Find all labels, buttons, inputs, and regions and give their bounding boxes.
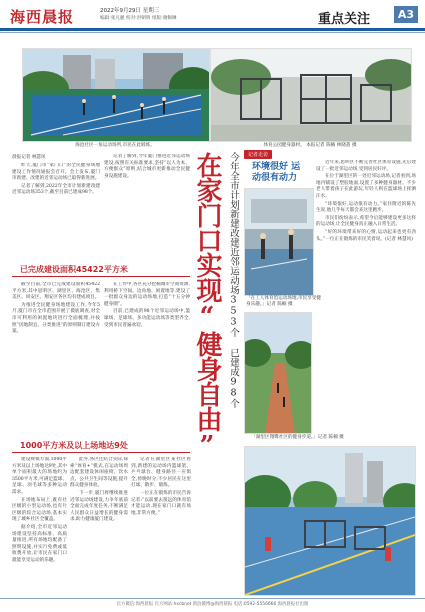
masthead-thin-rule: [0, 32, 425, 33]
paragraph: 记者了解到,今年厦门推进近邻运动场建设,按照有关标准要求,坚持“以人为本、方便群众”原则,结合城市更新推动全民健身设施建设。: [104, 154, 190, 179]
photo-caption-right: 体育公园健身器材。 本报记者 陈楠 林晓荔 摄: [263, 143, 357, 148]
fitness-area-illustration: [23, 49, 209, 141]
subheading-2: 1000平方米及以上场地达9处: [20, 441, 128, 450]
photo-walking-trail: [244, 312, 312, 434]
photo-stadium-exercise: [244, 188, 314, 296]
paragraph: “好的环境带来好的心情,运动起来也更有劲头。”一位正在锻炼的市民笑着说。(记者 林慧风): [316, 229, 416, 242]
paragraph: 建设规模方面,1000平方米及以上场地达9处,其中单个面积最大的场地约为3500平方米,可满足篮球、足球、羽毛球等多种运动需求。: [12, 457, 67, 495]
photo-caption-left: 海沧社区一角运动场所,市民在此锻炼。: [75, 143, 155, 148]
subheading-1-rule: [12, 276, 190, 277]
subheading-2-rule: [12, 452, 190, 453]
paragraph: 据介绍,全市近邻运动场建设坚持高标准、高质量推进,所有场地均配备了照明设施,并实行免费或低收费开放,让市民在家门口就能享受运动的乐趣。: [12, 524, 67, 563]
newspaper-brand: 海西晨报: [10, 8, 75, 26]
article-column-3-bottom: [131, 457, 191, 595]
paragraph: 此外,各区还结合实际,探索“体育+”模式,在运动场周边配套建设休闲座椅、饮水点、公共卫生间等设施,提升群众健身体验。: [70, 457, 128, 489]
stadium-illustration: [245, 189, 313, 295]
masthead: [0, 0, 425, 30]
article-column-2-top: [104, 154, 190, 258]
article-column-1-mid: [12, 282, 100, 437]
page-footer: 官方微信:海西晨报 官方网站:hxcbnet 新浪微博@海西晨报 电话:0592-5556666 海西晨报社出版: [0, 598, 425, 612]
paragraph: 为推进全民健身场地建设工作,今年5月,厦门市在全市范围开展了摸底调查,对全市可利用的闲置地块进行全面梳理,并按照“因地制宜、分类推进”的原则制订建设方案。: [12, 302, 100, 335]
page-number-badge: A3: [394, 6, 418, 23]
paragraph: 记者在湖里区某社区看到,新建的运动场内篮球架、乒乓球台、健身路径一应俱全,傍晚时分,不少居民在这里打球、散步、锻炼。: [131, 457, 191, 489]
headline-deck: 今年全市计划新建改建近邻运动场353个 已建成98个: [228, 152, 239, 408]
paragraph: 目前,已建成的98个近邻运动场中,篮球场、足球场、多功能运动场等类型齐全,受到市民普遍欢迎。: [104, 309, 190, 328]
headline-main: 在家门口实现“健身自由”: [192, 152, 222, 460]
paragraph: 一位正在锻炼的市民告诉记者:“以前要去很远的体育馆才能运动,现在家门口就有场地,非常方便。”: [131, 490, 191, 516]
photo-community-fitness-area: [22, 48, 210, 142]
editor-credits: 编辑:张凡麗 校对:洪朝明 组版:谢佩琳: [100, 16, 177, 21]
article-column-2-mid: [104, 282, 190, 437]
paragraph: “环境很好,运动很有动力。”家住附近的陈先生说,他几乎每天都会来这里跑步。: [316, 201, 416, 214]
paragraph: 近年来,思明区不断完善社区体育设施,先后建设了一批近邻运动场,受到居民好评。: [316, 160, 416, 172]
article-byline: 晨报记者 林慧风: [12, 155, 46, 160]
photo-fitness-equipment: [210, 48, 412, 142]
article-column-1-bottom: [12, 457, 67, 595]
paragraph: 昨天,厦门市“家门口”的全民健身场地建设工作情况通报会召开。会上发布,厦门市新建、改建的近邻运动场已取得新进展。: [12, 163, 100, 182]
paragraph: 截至目前,全市已完成建设面积45422平方米,其中思明区、湖里区、海沧区、集美区、同安区、翔安区各区均有建成项目。: [12, 282, 100, 301]
photo-caption-middle: 「在工人体育馆运动场地,市民享受健身乐趣。」记者 陈楠 摄: [246, 296, 321, 307]
paragraph: 市民们纷纷表示,希望今后能够建设更多这样的运动场,让全民健身真正融入日常生活。: [316, 215, 416, 228]
issue-date: 2022年9月29日 星期三: [100, 8, 160, 14]
section-title: 重点关注: [318, 12, 371, 27]
article-column-right: [316, 160, 416, 440]
playground-illustration: [245, 447, 415, 595]
sidebox-reporter-visit: [244, 150, 304, 183]
equipment-illustration: [211, 49, 411, 141]
paragraph: 在场地布局上,既有社区级的小型运动场,也有片区级的综合运动场,基本实现了城乡社区全覆盖。: [12, 497, 67, 523]
trail-illustration: [245, 313, 311, 433]
issue-date-box: [100, 7, 176, 23]
article-column-2-bottom: [70, 457, 128, 595]
paragraph: 在工作中,各区充分挖掘城市空间资源,利用桥下空间、边角地、闲置地等,建设了一批群众身边的运动场地,打造“十五分钟健身圈”。: [104, 282, 190, 307]
article-column-1-top: [12, 163, 100, 258]
photo-caption-bottom: 「湖里区翔鹭社区的健身步道。」记者 陈楠 摄: [251, 435, 344, 440]
paragraph: 记者了解到,2022年全市计划新建改建近邻运动场353个,截至目前已建成98个。: [12, 183, 100, 196]
photo-playground: [244, 446, 416, 596]
paragraph: 在位于湖里区的一处近邻运动场,记者看到,场地内铺设了塑胶地面,设置了多种健身器材。不少老人带着孩子在此游玩,年轻人则在篮球场上挥洒汗水。: [316, 174, 416, 199]
sidebox-tag: 记者走访: [244, 150, 272, 159]
sidebox-title: 环境很好 运动很有动力: [252, 162, 301, 183]
masthead-rule: [0, 28, 425, 31]
subheading-1: 已完成建设面积45422平方米: [20, 265, 128, 274]
paragraph: 下一步,厦门将继续推进近邻运动场建设,力争年底前全面完成年度任务,不断满足人民群众日益增长的健身需求,助力健康厦门建设。: [70, 490, 128, 523]
